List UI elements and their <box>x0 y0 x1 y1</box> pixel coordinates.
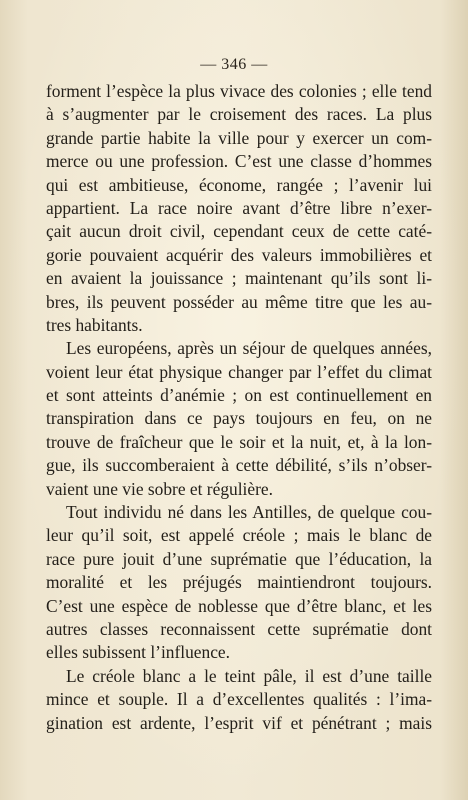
text-line: voient leur état physique changer par l’effet du climat <box>46 361 432 382</box>
text-line: et sont atteints d’anémie ; on est continuellement en <box>46 385 432 406</box>
text-line: leur qu’il soit, est appelé créole ; mais le blanc de <box>46 525 432 546</box>
text-line: appartient. La race noire avant d’être libre n’exer- <box>46 197 432 218</box>
text-line: transpiration dans ce pays toujours en feu, on ne <box>46 408 432 429</box>
text-line: grande partie habite la ville pour y exercer un com- <box>46 127 432 148</box>
text-line: en avaient la jouissance ; maintenant qu’ils sont li- <box>46 268 432 289</box>
text-line: bres, ils peuvent posséder au même titre que les au- <box>46 291 432 312</box>
text-line: merce ou une profession. C’est une classe d’hommes <box>46 151 432 172</box>
text-line: à s’augmenter par le croisement des races. La plus <box>46 104 432 125</box>
text-line: forment l’espèce la plus vivace des colonies ; elle tend <box>46 81 432 101</box>
text-line: autres classes reconnaissent cette suprématie dont <box>46 618 432 639</box>
text-line: elles subissent l’influence. <box>46 642 231 663</box>
text-line: Les européens, après un séjour de quelques années, <box>66 338 432 359</box>
body-text <box>46 80 432 735</box>
text-line: trouve de fraîcheur que le soir et la nuit, et, à la lon- <box>46 431 432 452</box>
text-line: mince et souple. Il a d’excellentes qualités : l’ima- <box>46 689 432 710</box>
text-line: moralité et les préjugés maintiendront toujours. <box>46 572 432 593</box>
text-line: gorie pouvaient acquérir des valeurs immobilières et <box>46 244 432 265</box>
paragraph-2 <box>46 337 432 501</box>
text-line: qui est ambitieuse, économe, rangée ; l’avenir lui <box>46 174 432 195</box>
paragraph-3 <box>46 501 432 665</box>
text-line: tres habitants. <box>46 314 143 335</box>
paragraph-1 <box>46 80 432 337</box>
text-line: C’est une espèce de noblesse que d’être blanc, et les <box>46 595 432 616</box>
text-line: vaient une vie sobre et régulière. <box>46 478 273 499</box>
page-number: — 346 — <box>200 56 268 73</box>
text-line: race pure jouit d’une suprématie que l’éducation, la <box>46 548 432 569</box>
text-line: Tout individu né dans les Antilles, de quelque cou- <box>66 502 432 523</box>
text-line: gination est ardente, l’esprit vif et pénétrant ; mais <box>46 712 432 733</box>
text-line: gue, ils succomberaient à cette débilité, s’ils n’obser- <box>46 455 432 476</box>
text-line: Le créole blanc a le teint pâle, il est d’une taille <box>66 665 432 686</box>
text-line: çait aucun droit civil, cependant ceux de cette caté- <box>46 221 432 242</box>
paragraph-4 <box>46 665 432 735</box>
